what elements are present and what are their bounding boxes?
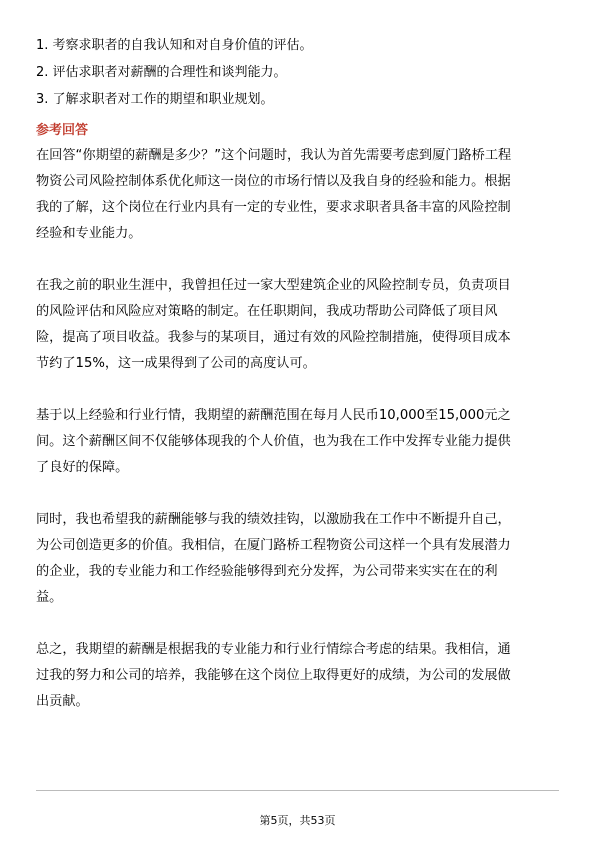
text-line: 总之，我期望的薪酬是根据我的专业能力和行业行情综合考虑的结果。我相信，通 (36, 642, 511, 657)
text-line: 的风险评估和风险应对策略的制定。在任职期间，我成功帮助公司降低了项目风 (36, 304, 498, 319)
text-line: 间。这个薪酬区间不仅能够体现我的个人价值，也为我在工作中发挥专业能力提供 (36, 434, 511, 449)
answer-body (36, 143, 561, 741)
text-line: 节约了15%，这一成果得到了公司的高度认可。 (36, 356, 316, 371)
paragraph-5 (36, 637, 561, 715)
list-item: 3. 了解求职者对工作的期望和职业规划。 (36, 92, 274, 107)
text-line: 基于以上经验和行业行情，我期望的薪酬范围在每月人民币10,000至15,000元之 (36, 408, 511, 423)
list-item: 1. 考察求职者的自我认知和对自身价值的评估。 (36, 38, 313, 53)
text-line: 出贡献。 (36, 694, 89, 709)
page-number: 第5页，共53页 (259, 814, 336, 827)
text-line: 的企业，我的专业能力和工作经验能够得到充分发挥，为公司带来实实在在的利 (36, 564, 498, 579)
paragraph-1 (36, 143, 561, 247)
text-line: 物资公司风险控制体系优化师这一岗位的市场行情以及我自身的经验和能力。根据 (36, 174, 511, 189)
text-line: 经验和专业能力。 (36, 226, 142, 241)
text-line: 我的了解，这个岗位在行业内具有一定的专业性，要求求职者具备丰富的风险控制 (36, 200, 511, 215)
text-line: 同时，我也希望我的薪酬能够与我的绩效挂钩，以激励我在工作中不断提升自己， (36, 512, 511, 527)
text-line: 益。 (36, 590, 63, 605)
text-line: 为公司创造更多的价值。我相信，在厦门路桥工程物资公司这样一个具有发展潜力 (36, 538, 511, 553)
text-line: 在我之前的职业生涯中，我曾担任过一家大型建筑企业的风险控制专员，负责项目 (36, 278, 511, 293)
text-line: 险，提高了项目收益。我参与的某项目，通过有效的风险控制措施，使得项目成本 (36, 330, 511, 345)
text-line: 了良好的保障。 (36, 460, 129, 475)
evaluation-points-list (36, 32, 566, 113)
paragraph-3 (36, 403, 561, 481)
paragraph-2 (36, 273, 561, 377)
list-item: 2. 评估求职者对薪酬的合理性和谈判能力。 (36, 65, 287, 80)
text-line: 在回答“你期望的薪酬是多少？”这个问题时，我认为首先需要考虑到厦门路桥工程 (36, 148, 512, 163)
footer-divider (36, 790, 559, 791)
paragraph-4 (36, 507, 561, 611)
reference-answer-heading: 参考回答 (36, 123, 89, 138)
text-line: 过我的努力和公司的培养，我能够在这个岗位上取得更好的成绩，为公司的发展做 (36, 668, 511, 683)
